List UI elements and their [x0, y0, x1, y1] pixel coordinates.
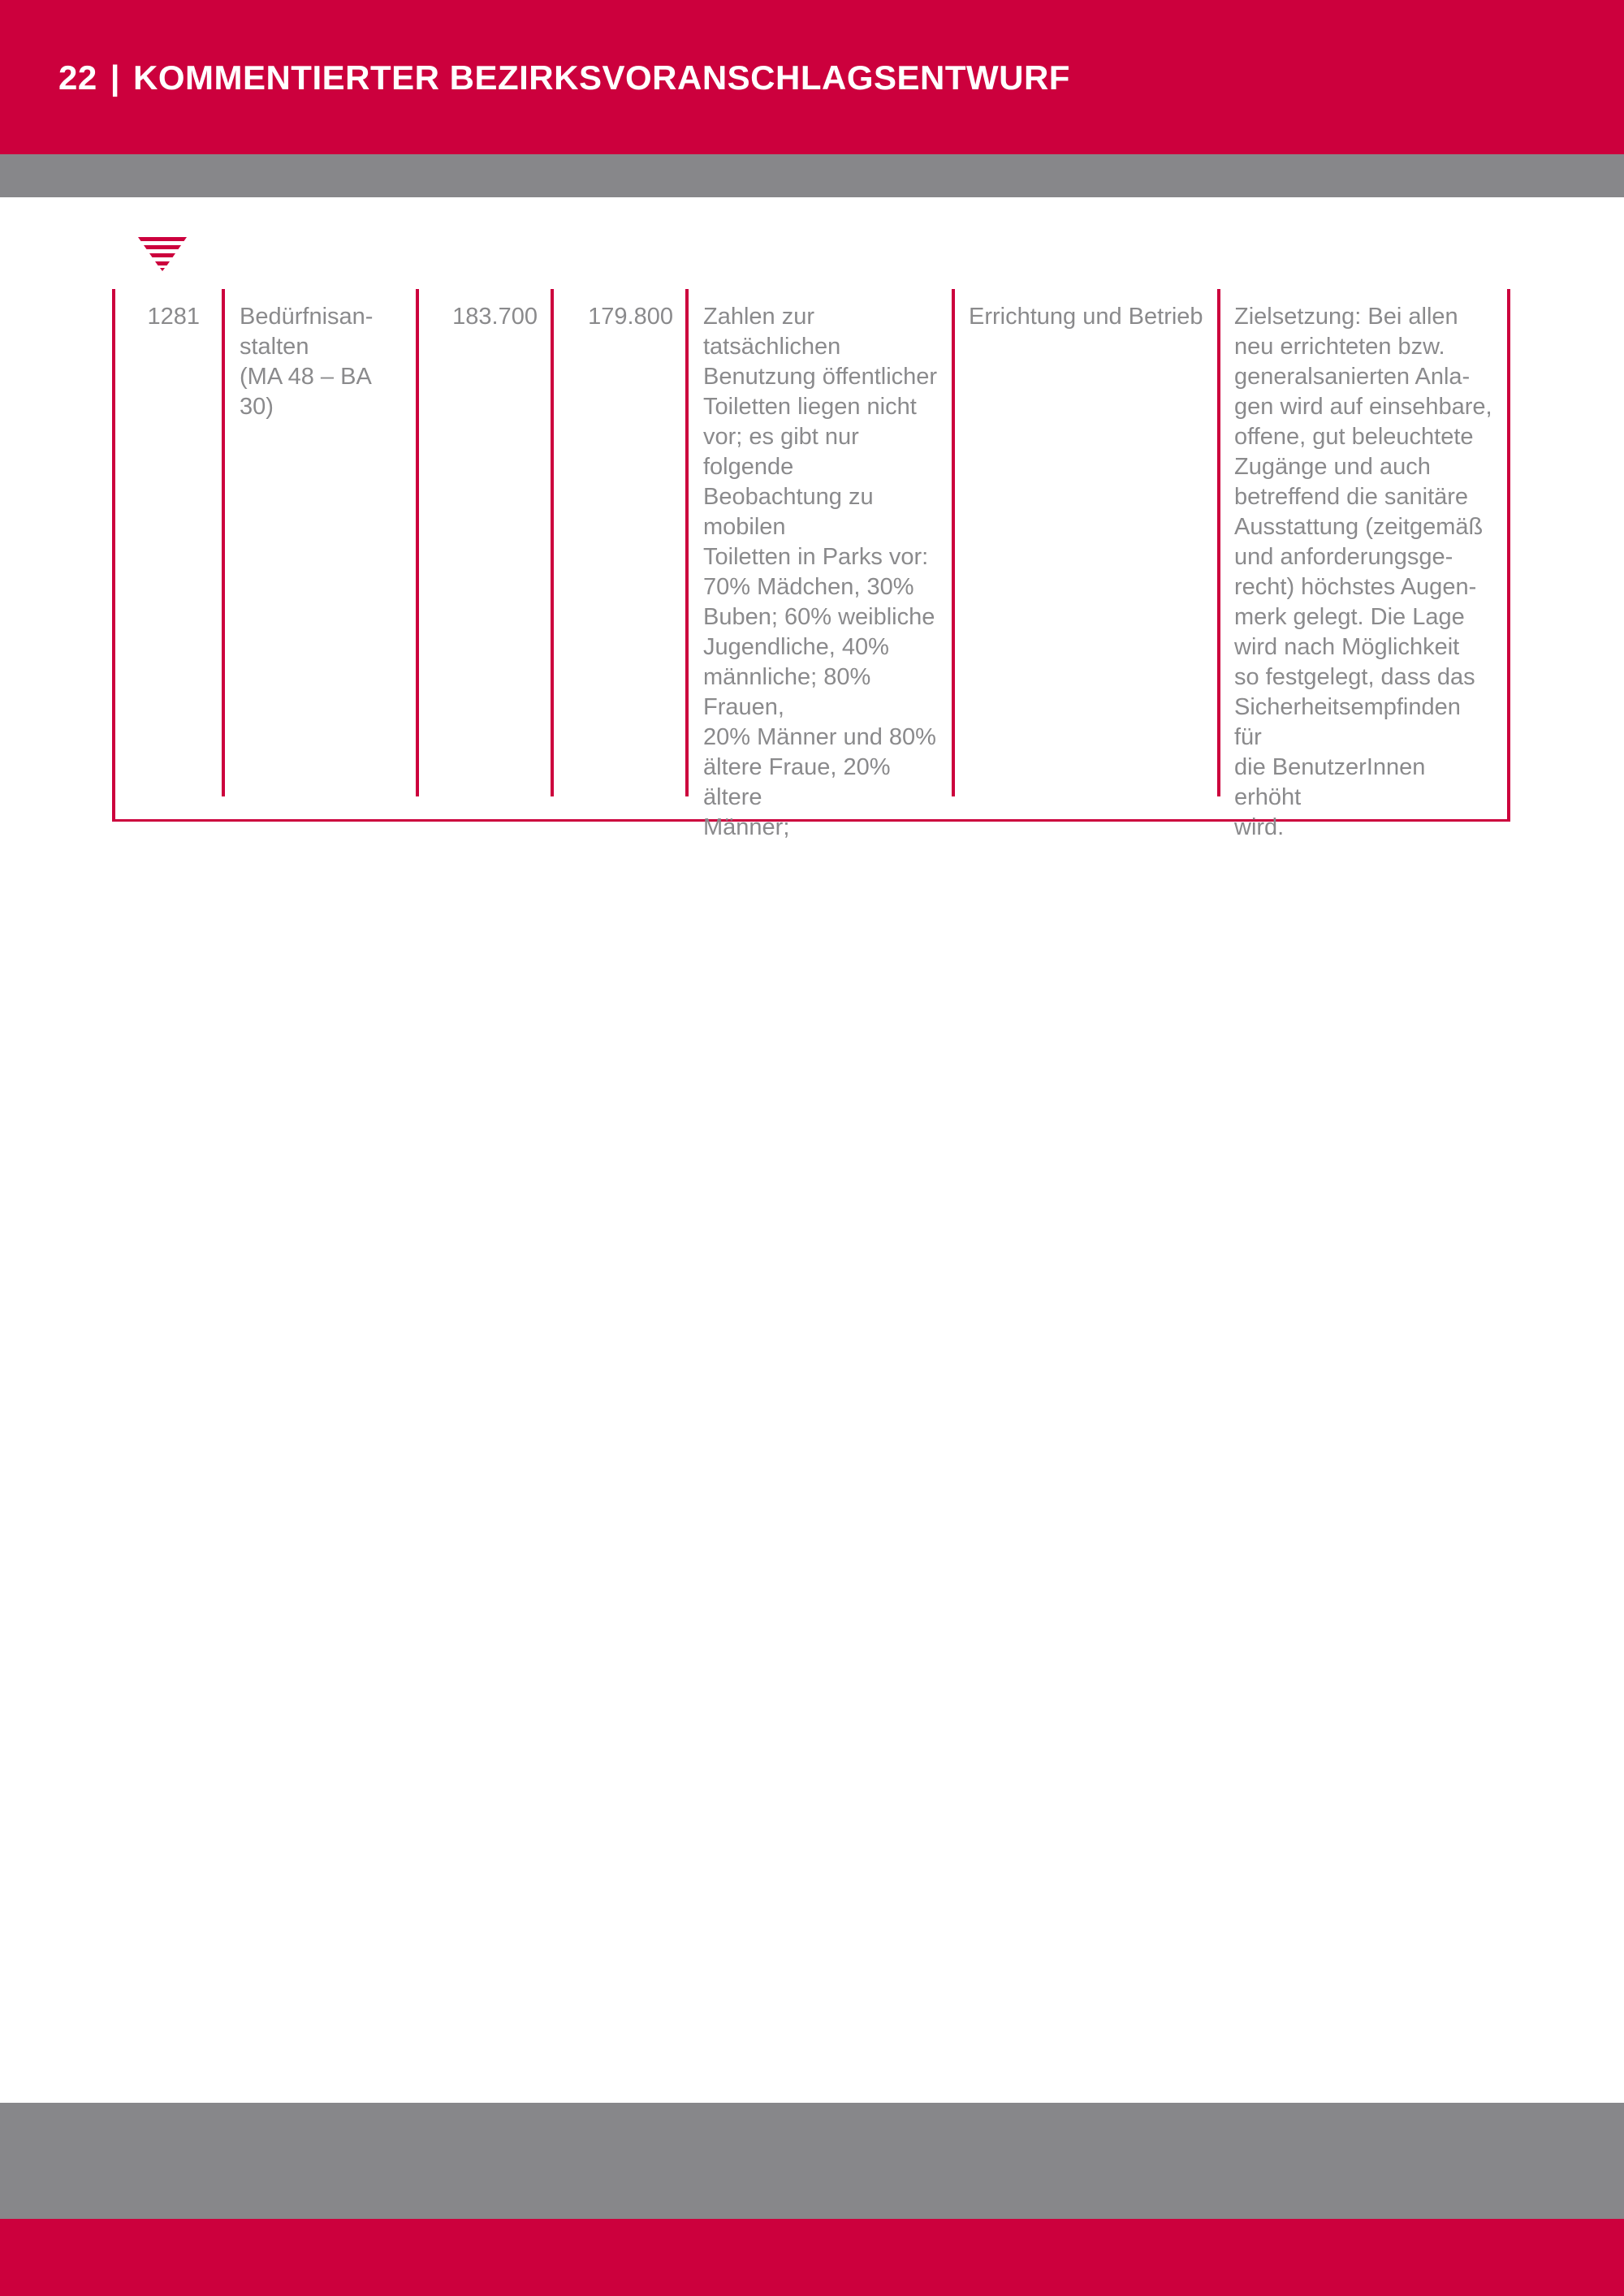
column-divider — [952, 289, 955, 796]
page-header — [58, 57, 1070, 99]
header-band — [0, 0, 1624, 154]
footer-grey-band — [0, 2103, 1624, 2219]
row-number-cell: 1281 — [147, 304, 200, 330]
measure-cell: Errichtung und Betrieb — [969, 304, 1203, 330]
column-divider — [416, 289, 419, 796]
column-divider — [1217, 289, 1220, 796]
goal-cell: Zielsetzung: Bei allen neu errichteten bzw. generalsanierten Anla- gen wird auf einsehbare, offene, gut beleuchtete Zugänge und auch betreffend die sanitäre Ausstattung (zeitgemäß und anforderungsge- recht) höchstes Augen- merk gelegt. Die Lage wird nach Möglichkeit so festgelegt, dass das Sicherheitsempfinden für die BenutzerInnen erhöht wird. — [1234, 304, 1492, 840]
column-divider — [222, 289, 225, 796]
page-title: KOMMENTIERTER BEZIRKSVORANSCHLAGSENTWURF — [132, 58, 1070, 97]
header-grey-band — [0, 154, 1624, 197]
column-divider — [685, 289, 689, 796]
value-2-cell: 179.800 — [588, 304, 673, 330]
value-1-cell: 183.700 — [452, 304, 538, 330]
header-separator: | — [110, 58, 120, 97]
column-divider — [551, 289, 554, 796]
footer-band — [0, 2219, 1624, 2296]
page-number: 22 — [58, 58, 97, 97]
red-stacked-triangle-icon — [138, 237, 187, 271]
data-note-cell: Zahlen zur tatsächlichen Benutzung öffentlicher Toiletten liegen nicht vor; es gibt nur folgende Beobachtung zu mobilen Toiletten in Parks vor: 70% Mädchen, 30% Buben; 60% weibliche Jugendliche, 40% männliche; 80% Frauen, 20% Männer und 80% ältere Fraue, 20% ältere Männer; — [703, 304, 938, 840]
item-cell: Bedürfnisan- stalten (MA 48 – BA 30) — [240, 304, 374, 420]
